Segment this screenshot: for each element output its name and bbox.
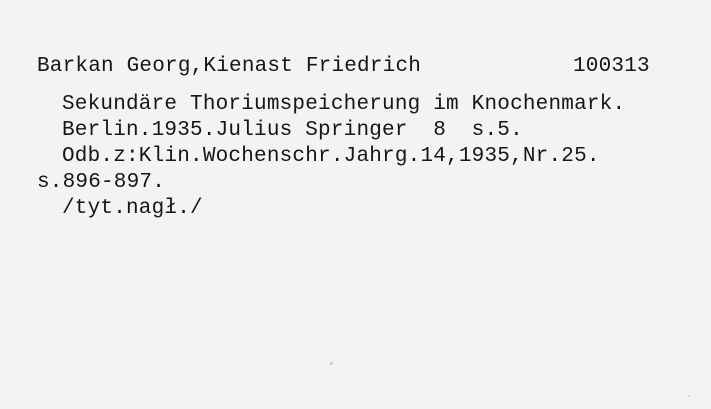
author-line: Barkan Georg,Kienast Friedrich (37, 55, 422, 78)
paper-speck (330, 362, 333, 365)
pages-line: s.896-897. (37, 171, 166, 194)
title-line: Sekundäre Thoriumspeicherung im Knochenmark. (62, 93, 626, 116)
publication-line: Berlin.1935.Julius Springer 8 s.5. (62, 119, 523, 142)
note-line: /tyt.nagł./ (62, 197, 203, 220)
paper-speck (688, 395, 690, 397)
source-line: Odb.z:Klin.Wochenschr.Jahrg.14,1935,Nr.25. (62, 145, 600, 168)
catalog-number: 100313 (573, 55, 650, 78)
